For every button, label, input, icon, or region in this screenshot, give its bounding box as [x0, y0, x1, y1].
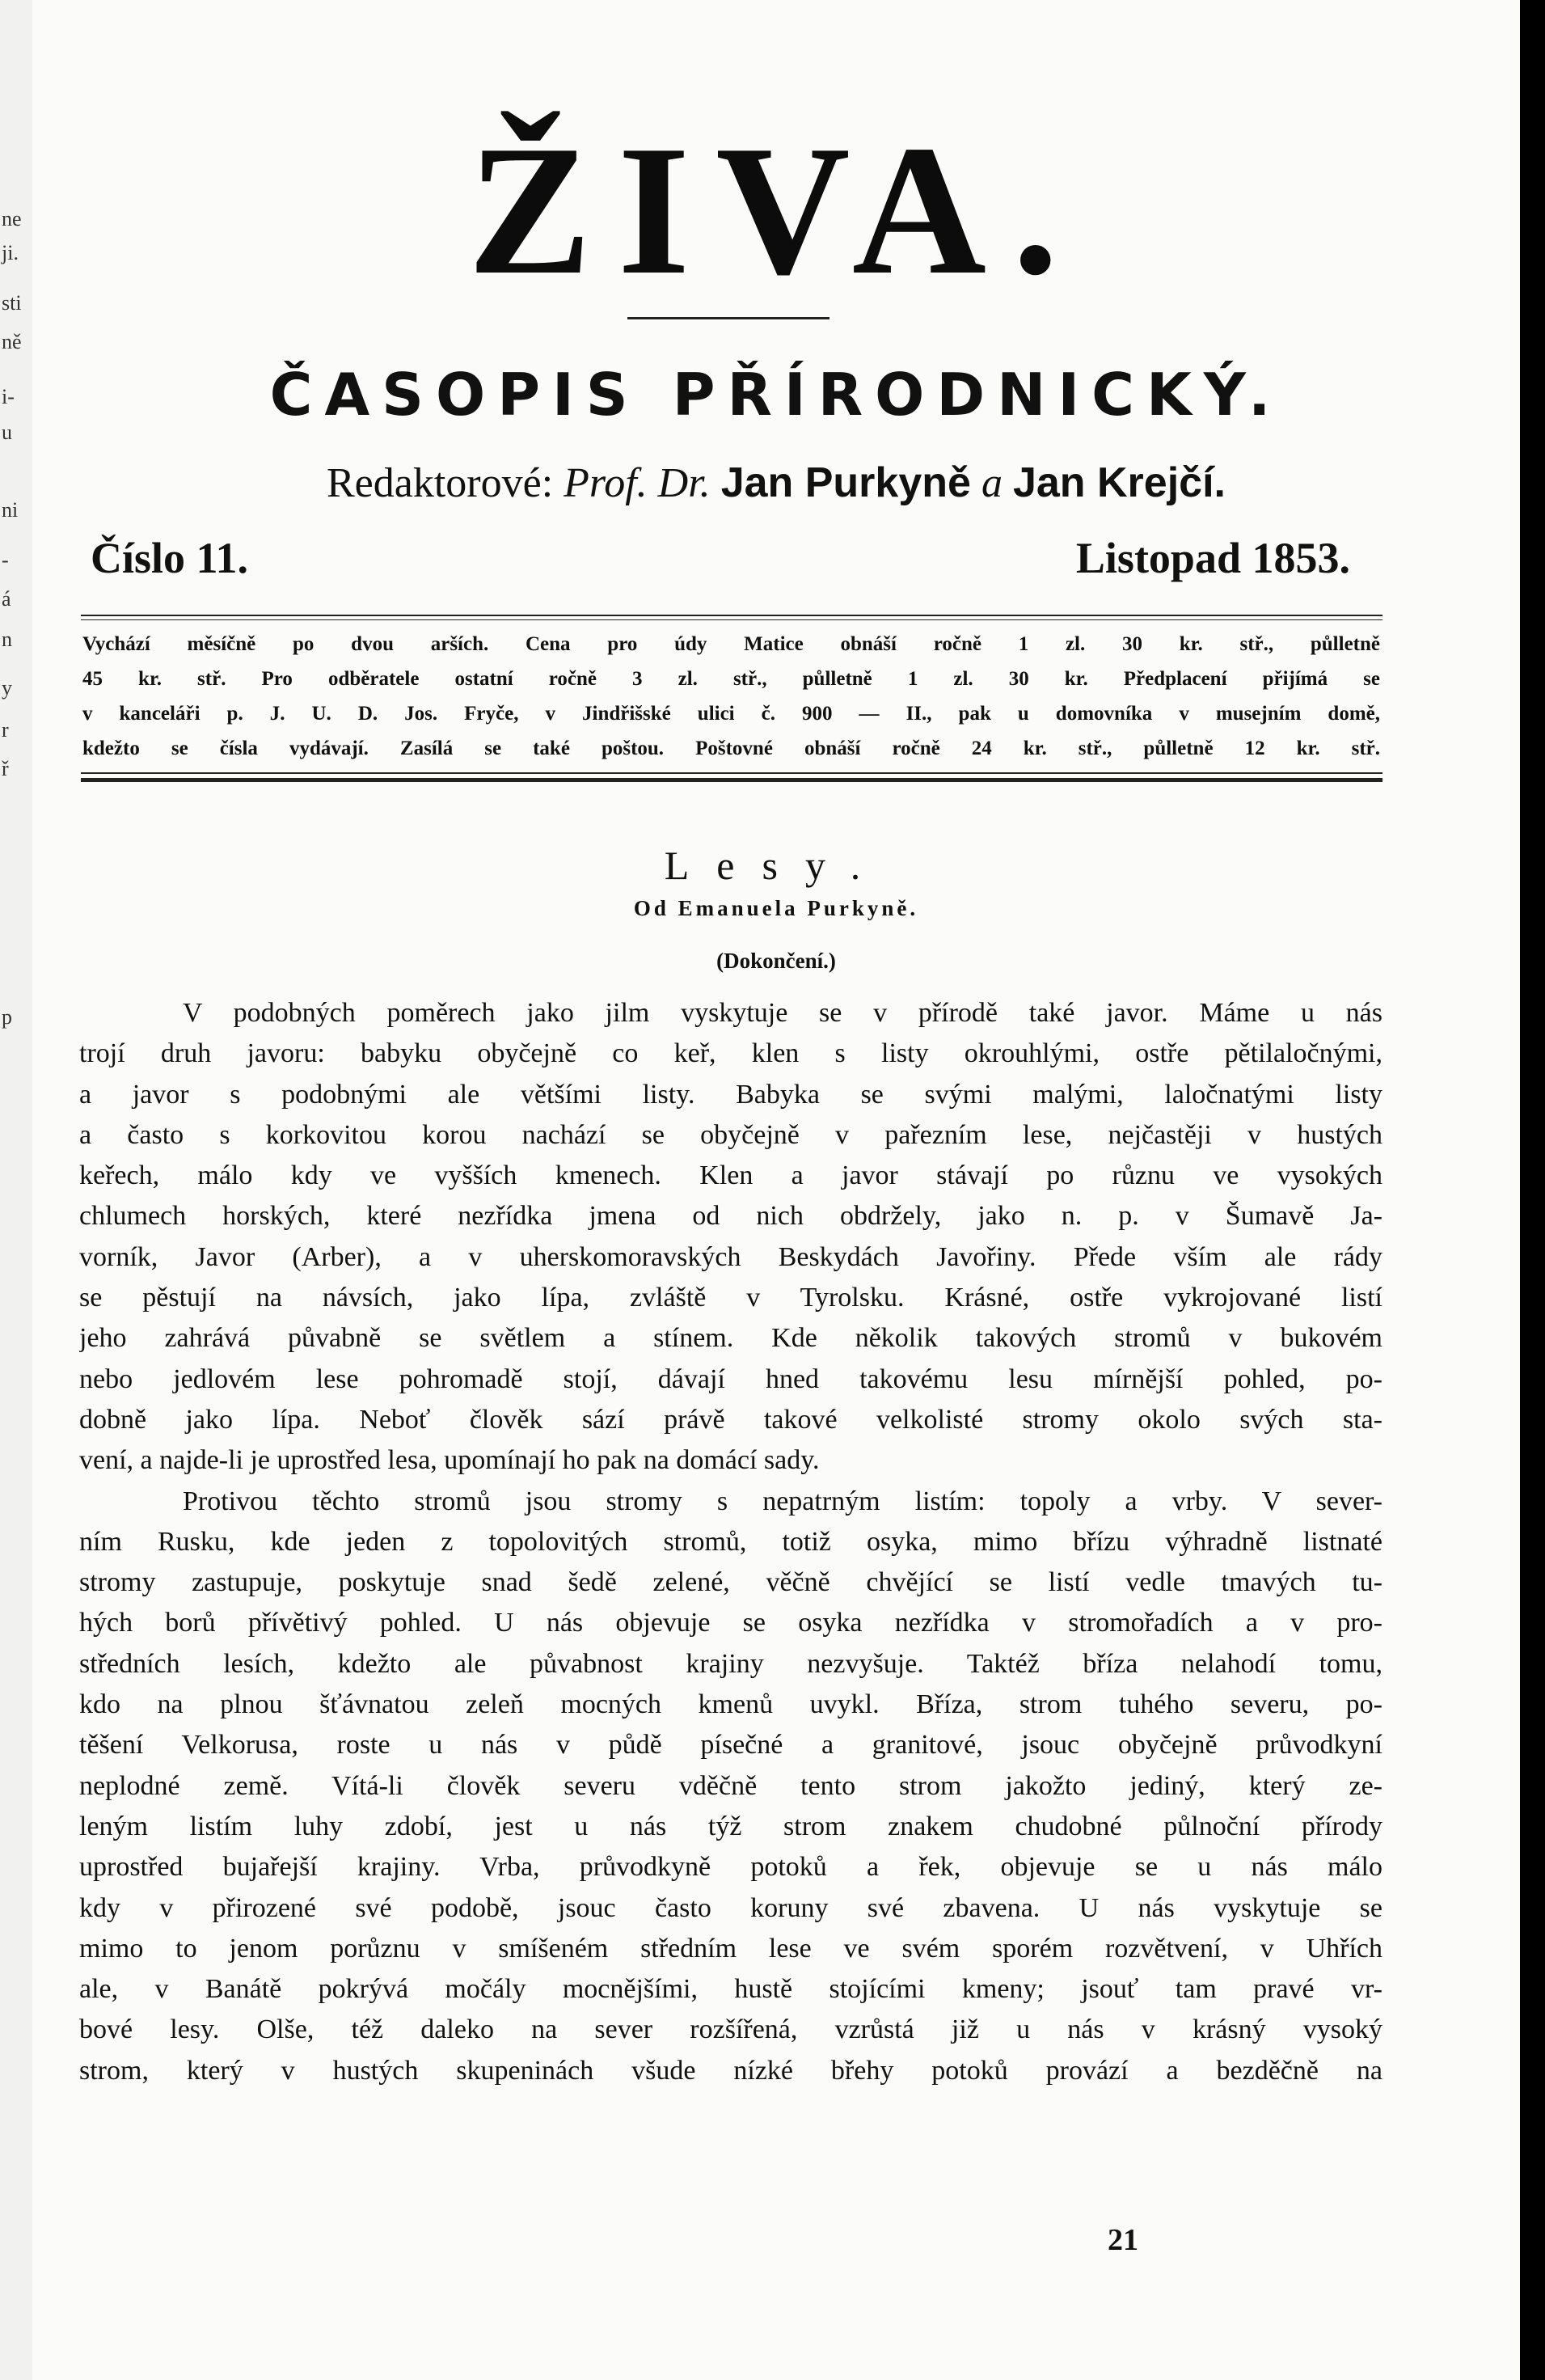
- masthead-subtitle: ČASOPIS PŘÍRODNICKÝ.: [269, 361, 1283, 429]
- gutter-mark: r: [2, 718, 9, 742]
- gutter-mark: sti: [2, 291, 22, 315]
- text-line: bové lesy. Olše, též daleko na sever rozšířená, vzrůstá již u nás v krásný vysoký: [79, 2014, 1382, 2045]
- journal-page: [32, 0, 1520, 2380]
- text-line: keřech, málo kdy ve vyšších kmenech. Klen a javor stávají po různu ve vysokých: [79, 1160, 1382, 1191]
- text-line: a javor s podobnými ale většími listy. Babyka se svými malými, laločnatými listy: [79, 1079, 1382, 1110]
- text-line: Protivou těchto stromů jsou stromy s nepatrným listím: topoly a vrby. V sever-: [183, 1486, 1382, 1516]
- gutter-mark: i-: [2, 385, 15, 408]
- text-line: mimo to jenom porůznu v smíšeném středním lese ve svém sporém rozvětvení, v Uhřích: [79, 1933, 1382, 1964]
- notice-bottom-rule-thick: [81, 778, 1382, 782]
- subscription-notice: [82, 627, 1380, 766]
- text-line: strom, který v hustých skupeninách všude nízké břehy potoků provází a bezděčně na: [79, 2055, 1382, 2086]
- notice-line: kdežto se čísla vydávají. Zasílá se také poštou. Poštovné obnáší ročně 24 kr. stř., půlletně 12 kr. stř.: [82, 738, 1380, 759]
- gutter-mark: n: [2, 628, 12, 651]
- gutter-mark: á: [2, 587, 11, 611]
- text-line: se pěstují na návsích, jako lípa, zvláště v Tyrolsku. Krásné, ostře vykrojované listí: [79, 1283, 1382, 1313]
- text-line: uprostřed bujařejší krajiny. Vrba, průvodkyně potoků a řek, objevuje se u nás málo: [79, 1852, 1382, 1883]
- editors-title: Prof. Dr.: [564, 460, 711, 506]
- editors-line: [32, 457, 1520, 509]
- editors-label: Redaktorové:: [327, 460, 554, 506]
- gutter-mark: -: [2, 548, 9, 572]
- article-body: [79, 993, 1382, 2091]
- article-byline: Od Emanuela Purkyně.: [633, 896, 919, 920]
- text-line: trojí druh javoru: babyku obyčejně co keř, klen s listy okrouhlými, ostře pětilaločnými,: [79, 1038, 1382, 1069]
- notice-bottom-rule-thin: [81, 772, 1382, 774]
- gutter-mark: ni: [2, 498, 19, 522]
- masthead-title: ŽIVA.: [467, 107, 1085, 313]
- text-line: neplodné země. Vítá-li člověk severu vděčně tento strom jakožto jediný, který ze-: [79, 1770, 1382, 1801]
- notice-top-rule: [81, 615, 1382, 616]
- gutter-mark: ne: [2, 207, 22, 230]
- editor-name: Jan Krejčí.: [1012, 459, 1226, 506]
- continuation-note: (Dokončení.): [716, 949, 836, 973]
- text-line: V podobných poměrech jako jilm vyskytuje se v přírodě také javor. Máme u nás: [183, 998, 1382, 1028]
- text-line: ním Rusku, kde jeden z topolovitých stromů, totiž osyka, mimo břízu výhradně listnaté: [79, 1526, 1382, 1557]
- issue-date: Listopad 1853.: [1075, 534, 1350, 582]
- text-line: středních lesích, kdežto ale půvabnost krajiny nezvyšuje. Taktéž bříza nelahodí tomu,: [79, 1648, 1382, 1679]
- text-line: dobně jako lípa. Neboť člověk sází právě takové velkolisté stromy okolo svých sta-: [79, 1404, 1382, 1435]
- text-line: a často s korkovitou korou nachází se obyčejně v pařezním lese, nejčastěji v hustých: [79, 1119, 1382, 1150]
- text-line: jeho zahrává půvabně se světlem a stínem. Kde několik takových stromů v bukovém: [79, 1323, 1382, 1354]
- gutter-mark: ř: [2, 757, 9, 780]
- notice-line: v kanceláři p. J. U. D. Jos. Fryče, v Jindřišské ulici č. 900 — II., pak u domovníka v musejním domě,: [82, 703, 1380, 725]
- text-line: vení, a najde-li je uprostřed lesa, upomínají ho pak na domácí sady.: [79, 1445, 820, 1476]
- text-line: vorník, Javor (Arber), a v uherskomoravských Beskydách Javořiny. Přede vším ale rády: [79, 1241, 1382, 1272]
- article-title: Lesy.: [664, 843, 889, 888]
- text-line: ale, v Banátě pokrývá močály mocnějšími, hustě stojícími kmeny; jsouť tam pravé vr-: [79, 1974, 1382, 2005]
- gutter-mark: ji.: [2, 241, 19, 264]
- text-line: kdo na plnou šťávnatou zeleň mocných kmenů uvykl. Bříza, strom tuhého severu, po-: [79, 1689, 1382, 1720]
- adjacent-page-margin: [0, 0, 32, 2380]
- gutter-mark: ně: [2, 330, 22, 353]
- gutter-mark: u: [2, 421, 12, 444]
- text-line: leným listím luhy zdobí, jest u nás týž strom znakem chudobné půlnoční přírody: [79, 1811, 1382, 1841]
- editor-name: Jan Purkyně: [720, 459, 971, 506]
- notice-line: 45 kr. stř. Pro odběratele ostatní ročně 3 zl. stř., půlletně 1 zl. 30 kr. Předplacení přijímá se: [82, 668, 1380, 690]
- gutter-mark: y: [2, 676, 12, 700]
- title-divider: [627, 317, 829, 319]
- notice-top-rule-thin: [81, 619, 1382, 620]
- editors-conjunction: a: [981, 460, 1003, 506]
- text-line: těšení Velkorusa, roste u nás v půdě písečné a granitové, jsouc obyčejně průvodkyní: [79, 1730, 1382, 1761]
- text-line: kdy v přirozené své podobě, jsouc často koruny své zbavena. U nás vyskytuje se: [79, 1892, 1382, 1923]
- gutter-mark: p: [2, 1005, 12, 1029]
- text-line: chlumech horských, které nezřídka jmena od nich obdržely, jako n. p. v Šumavě Ja-: [79, 1201, 1382, 1232]
- page-number: 21: [1108, 2223, 1138, 2257]
- issue-number: Číslo 11.: [91, 534, 249, 582]
- text-line: nebo jedlovém lese pohromadě stojí, dávají hned takovému lesu mírnější pohled, po-: [79, 1363, 1382, 1394]
- notice-line: Vychází měsíčně po dvou arších. Cena pro údy Matice obnáší ročně 1 zl. 30 kr. stř., půlletně: [82, 633, 1380, 655]
- text-line: stromy zastupuje, poskytuje snad šedě zelené, věčně chvějící se listí vedle tmavých tu-: [79, 1567, 1382, 1598]
- text-line: hých borů přívětivý pohled. U nás objevuje se osyka nezřídka v stromořadích a v pro-: [79, 1608, 1382, 1638]
